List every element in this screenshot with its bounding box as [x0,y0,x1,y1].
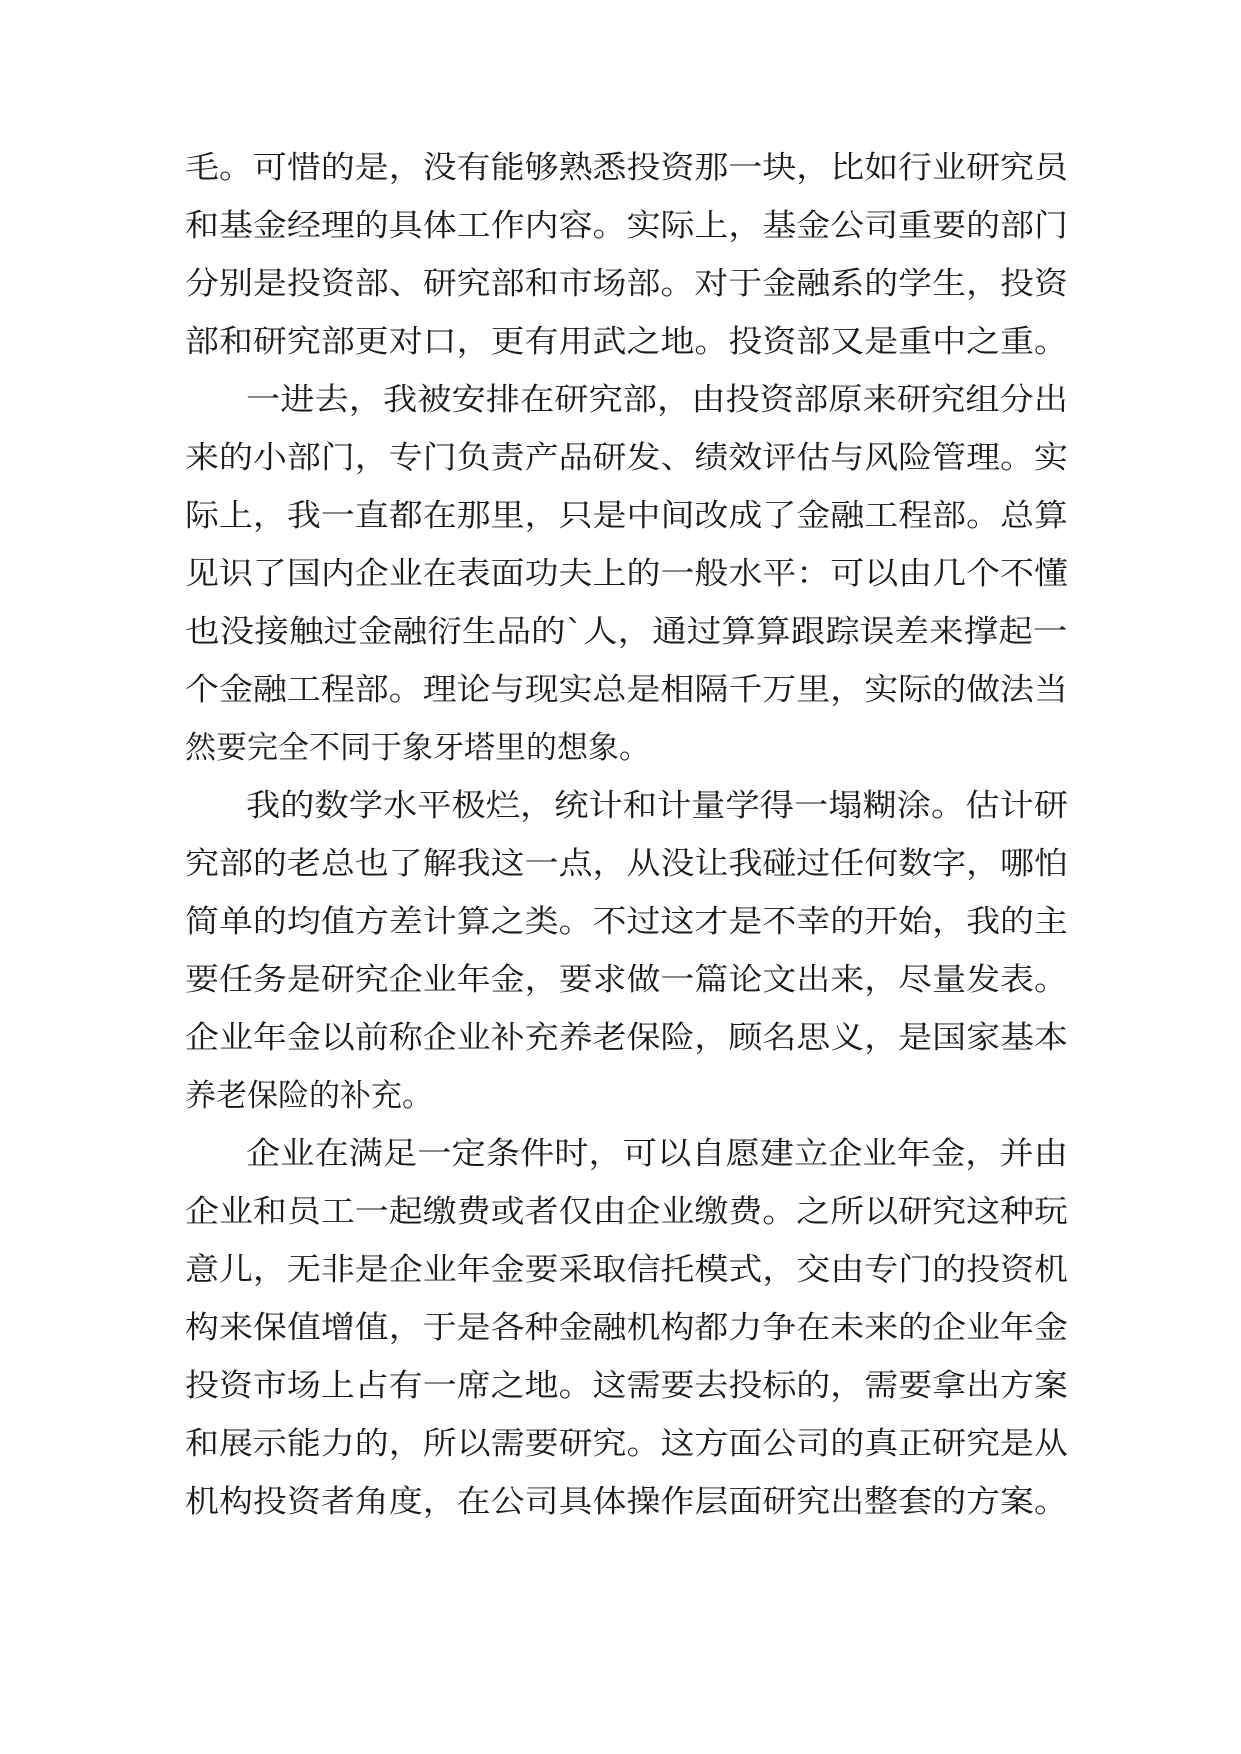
text-line: 机构投资者角度，在公司具体操作层面研究出整套的方案。 [185,1484,1068,1520]
text-line: 分别是投资部、研究部和市场部。对于金融系的学生，投资 [185,266,1068,302]
text-line: 要任务是研究企业年金，要求做一篇论文出来，尽量发表。 [185,962,1068,998]
text-line: 一进去，我被安排在研究部，由投资部原来研究组分出 [246,382,1068,418]
text-line: 际上，我一直都在那里，只是中间改成了金融工程部。总算 [185,498,1068,534]
text-line: 和基金经理的具体工作内容。实际上，基金公司重要的部门 [185,208,1068,244]
text-line: 构来保值增值，于是各种金融机构都力争在未来的企业年金 [185,1310,1068,1346]
text-line: 然要完全不同于象牙塔里的想象。 [185,730,650,766]
text-line: 意儿，无非是企业年金要采取信托模式，交由专门的投资机 [185,1252,1068,1288]
text-line: 究部的老总也了解我这一点，从没让我碰过任何数字，哪怕 [185,846,1068,882]
text-line: 企业在满足一定条件时，可以自愿建立企业年金，并由 [246,1136,1068,1172]
text-line: 也没接触过金融衍生品的`人，通过算算跟踪误差来撑起一 [185,614,1068,650]
text-line: 企业年金以前称企业补充养老保险，顾名思义，是国家基本 [185,1020,1068,1056]
text-line: 见识了国内企业在表面功夫上的一般水平：可以由几个不懂 [185,556,1068,592]
text-line: 我的数学水平极烂，统计和计量学得一塌糊涂。估计研 [246,788,1068,824]
text-line: 简单的均值方差计算之类。不过这才是不幸的开始，我的主 [185,904,1068,940]
text-line: 部和研究部更对口，更有用武之地。投资部又是重中之重。 [185,324,1068,360]
text-line: 和展示能力的，所以需要研究。这方面公司的真正研究是从 [185,1426,1068,1462]
text-line: 投资市场上占有一席之地。这需要去投标的，需要拿出方案 [185,1368,1068,1404]
text-line: 毛。可惜的是，没有能够熟悉投资那一块，比如行业研究员 [185,150,1068,186]
text-line: 养老保险的补充。 [185,1078,433,1114]
text-line: 企业和员工一起缴费或者仅由企业缴费。之所以研究这种玩 [185,1194,1068,1230]
text-line: 来的小部门，专门负责产品研发、绩效评估与风险管理。实 [185,440,1068,476]
text-line: 个金融工程部。理论与现实总是相隔千万里，实际的做法当 [185,672,1068,708]
